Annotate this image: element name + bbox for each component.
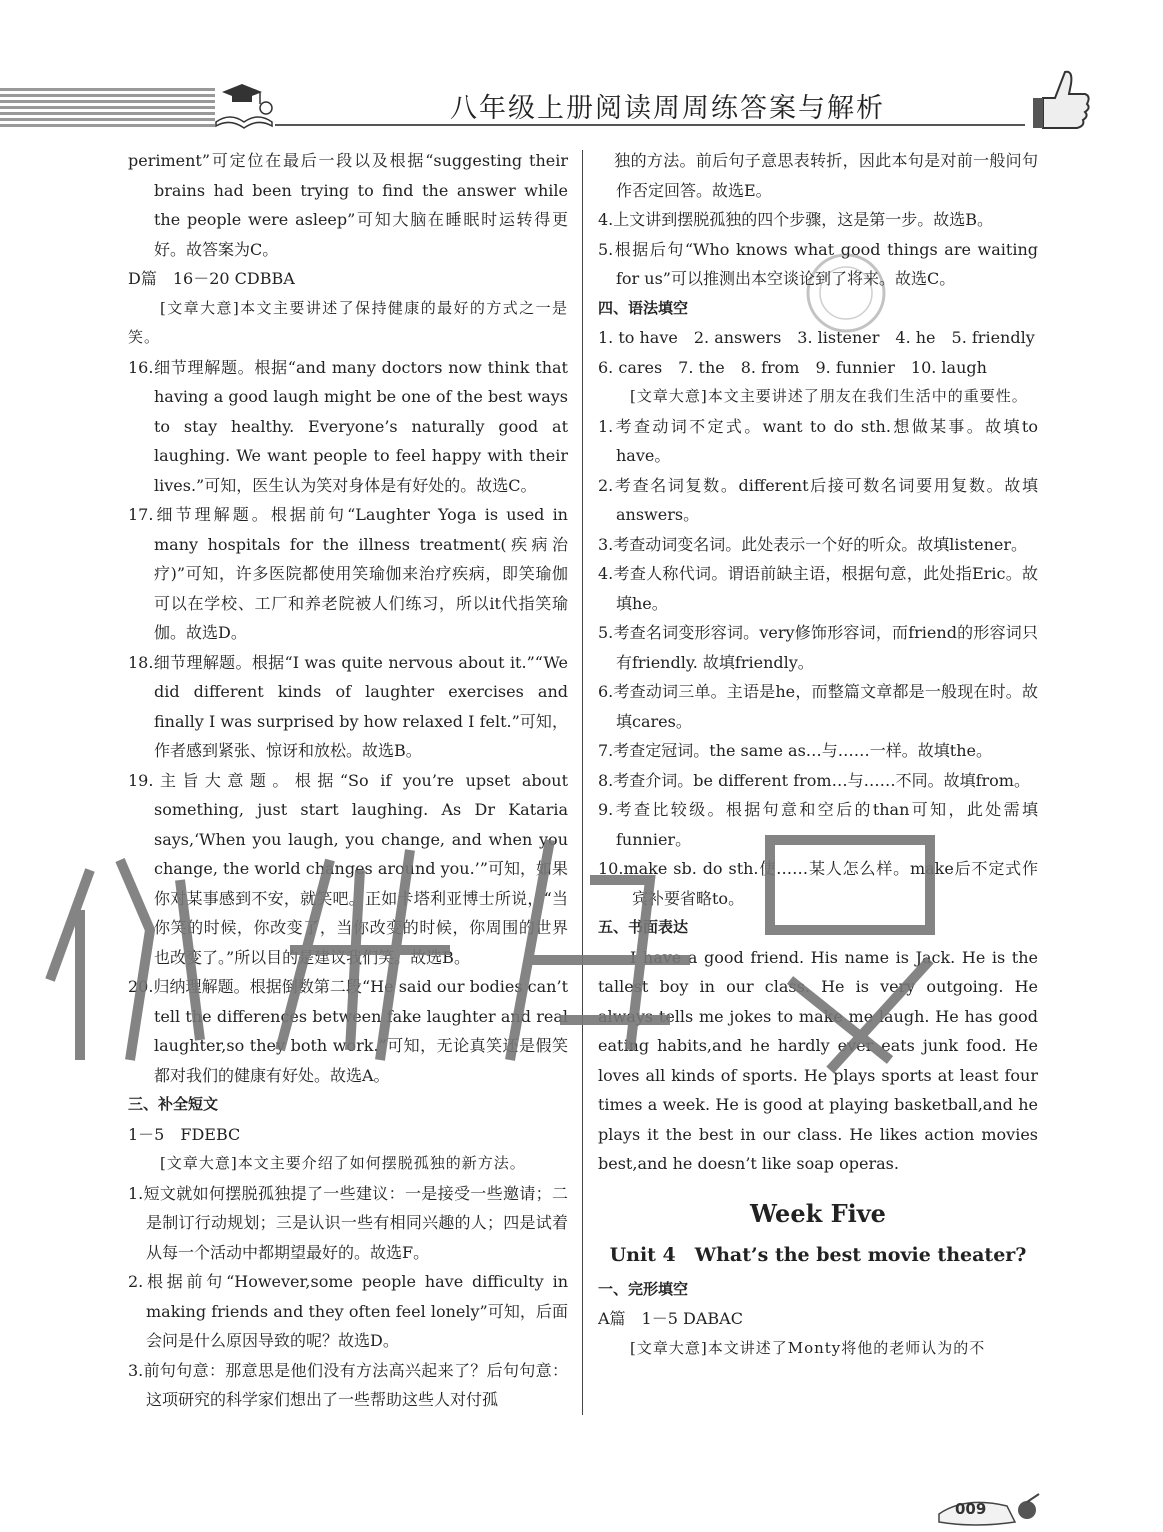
- page-number-badge: [935, 1492, 1045, 1528]
- right-column-paragraph: 5.根据后句“Who knows what good things are waiting for us”可以推测出本空谈论到了将来。故选C。: [598, 239, 1038, 288]
- right-column-paragraph: I have a good friend. His name is Jack. He is the tallest boy in our class. He is very outgoing. He always tells me jokes to make me laugh. He has good eating habits,and he hardly ever eats junk food. He loves all kinds of sports. He plays sports at least four times a week. He is good at playing basketball,and he plays it the best in our class. He likes action movies best,and he doesn’t like soap operas.: [598, 947, 1038, 1173]
- right-column-paragraph: 五、书面表达: [598, 918, 689, 936]
- right-column-paragraph: 一、完形填空: [598, 1279, 689, 1298]
- right-column-paragraph: 1.考查动词不定式。want to do sth.想做某事。故填to have。: [598, 416, 1038, 465]
- thumbs-up-icon: [1025, 62, 1095, 132]
- right-column-paragraph: 独的方法。前后句子意思表转折，因此本句是对前一般问句作否定回答。故选E。: [598, 151, 1038, 200]
- left-column-paragraph: 3.前句句意：那意思是他们没有方法高兴起来了？后句句意：这项研究的科学家们想出了一些帮助这些人对付孤: [128, 1360, 568, 1409]
- column-divider: [582, 150, 583, 1415]
- right-column-paragraph: [文章大意]本文讲述了Monty将他的老师认为的不: [630, 1338, 986, 1357]
- left-column-paragraph: D篇 16－20 CDBBA: [128, 269, 295, 288]
- left-column-paragraph: 18.细节理解题。根据“I was quite nervous about it.”“We did different kinds of laughter exercises and finally I was surprised by how relaxed I felt.”可知，作者感到紧张、惊讶和放松。故选B。: [128, 652, 568, 760]
- left-column-paragraph: 1.短文就如何摆脱孤独提了一些建议：一是接受一些邀请；二是制订行动规划；三是认识一些有相同兴趣的人；四是试着从每一个活动中都期望最好的。故选F。: [128, 1183, 568, 1262]
- right-column-paragraph: 4.上文讲到摆脱孤独的四个步骤，这是第一步。故选B。: [598, 210, 994, 229]
- page-number: 009: [955, 1500, 987, 1518]
- left-column-paragraph: [文章大意]本文主要介绍了如何摆脱孤独的新方法。: [160, 1154, 526, 1172]
- left-column-paragraph: 三、补全短文: [128, 1095, 219, 1113]
- left-column-paragraph: 19.主旨大意题。根据“So if you’re upset about something, just start laughing. As Dr Kataria says,‘When you laugh, you change, and when you change, the world changes around you.’”可知，如果你对某事感到不安，就笑吧。正如卡塔利亚博士所说，“当你笑的时候，你改变了，当你改变的时候，你周围的世界也改变了。”所以目的是建议我们笑。故选B。: [128, 770, 568, 967]
- right-column-paragraph: 8.考查介词。be different from…与……不同。故填from。: [598, 770, 1030, 790]
- left-column: [128, 146, 568, 1415]
- left-column-paragraph: 20.归纳理解题。根据倒数第二段“He said our bodies can’t tell the differences between fake laughter and real laughter,so they both work.”可知，无论真笑还是假笑都对我们的健康有好处。故选A。: [128, 977, 568, 1085]
- right-column-paragraph: 7.考查定冠词。the same as…与……一样。故填the。: [598, 741, 992, 760]
- header-stripes: [0, 88, 215, 128]
- left-column-paragraph: 2.根据前句“However,some people have difficulty in making friends and they often feel lonely”可知，后面会问是什么原因导致的呢？故选D。: [128, 1272, 568, 1350]
- right-column-paragraph: 5.考查名词变形容词。very修饰形容词，而friend的形容词只有friendly. 故填friendly。: [598, 623, 1038, 672]
- right-column-paragraph: 四、语法填空: [598, 298, 689, 317]
- left-column-paragraph: 16.细节理解题。根据“and many doctors now think that having a good laugh might be one of the best ways to stay healthy. Everyone’s naturally good at laughing. We want people to feel happy with their lives.”可知，医生认为笑对身体是有好处的。故选C。: [128, 357, 568, 495]
- left-column-paragraph: 1－5 FDEBC: [128, 1124, 241, 1144]
- right-column-paragraph: 2.考查名词复数。different后接可数名词要用复数。故填answers。: [598, 475, 1038, 524]
- right-column-paragraph: A篇 1－5 DABAC: [598, 1309, 743, 1328]
- right-column-paragraph: 6.考查动词三单。主语是he，而整篇文章都是一般现在时。故填cares。: [598, 682, 1038, 731]
- right-column-paragraph: 4.考查人称代词。谓语前缺主语，根据句意，此处指Eric。故填he。: [598, 564, 1038, 613]
- page-title: 八年级上册阅读周周练答案与解析: [450, 93, 885, 124]
- left-column-paragraph: periment”可定位在最后一段以及根据“suggesting their brains had been trying to find the answer while the people were asleep”可知大脑在睡眠时运转得更好。故答案为C。: [128, 151, 568, 259]
- right-column-paragraph: 9.考查比较级。根据句意和空后的than可知，此处需填funnier。: [598, 800, 1038, 849]
- right-column-paragraph: Unit 4 What’s the best movie theater?: [609, 1243, 1027, 1266]
- right-column-paragraph: 6. cares 7. the 8. from 9. funnier 10. laugh: [598, 357, 987, 377]
- left-column-paragraph: [文章大意]本文主要讲述了保持健康的最好的方式之一是笑。: [128, 298, 568, 346]
- right-column-paragraph: [文章大意]本文主要讲述了朋友在我们生活中的重要性。: [630, 387, 1028, 405]
- right-column: [598, 146, 1038, 1363]
- right-column-paragraph: 3.考查动词变名词。此处表示一个好的听众。故填listener。: [598, 534, 1028, 554]
- graduation-cap-book-icon: [210, 78, 280, 130]
- left-column-paragraph: 17.细节理解题。根据前句“Laughter Yoga is used in many hospitals for the illness treatment(疾病治疗)”可知，许多医院都使用笑瑜伽来治疗疾病，即笑瑜伽可以在学校、工厂和养老院被人们练习，所以it代指笑瑜伽。故选D。: [128, 505, 568, 642]
- right-column-paragraph: 10.make sb. do sth.使……某人怎么样。make后不定式作宾补要省略to。: [598, 859, 1038, 908]
- right-column-paragraph: Week Five: [750, 1198, 886, 1228]
- right-column-paragraph: 1. to have 2. answers 3. listener 4. he 5. friendly: [598, 328, 1035, 347]
